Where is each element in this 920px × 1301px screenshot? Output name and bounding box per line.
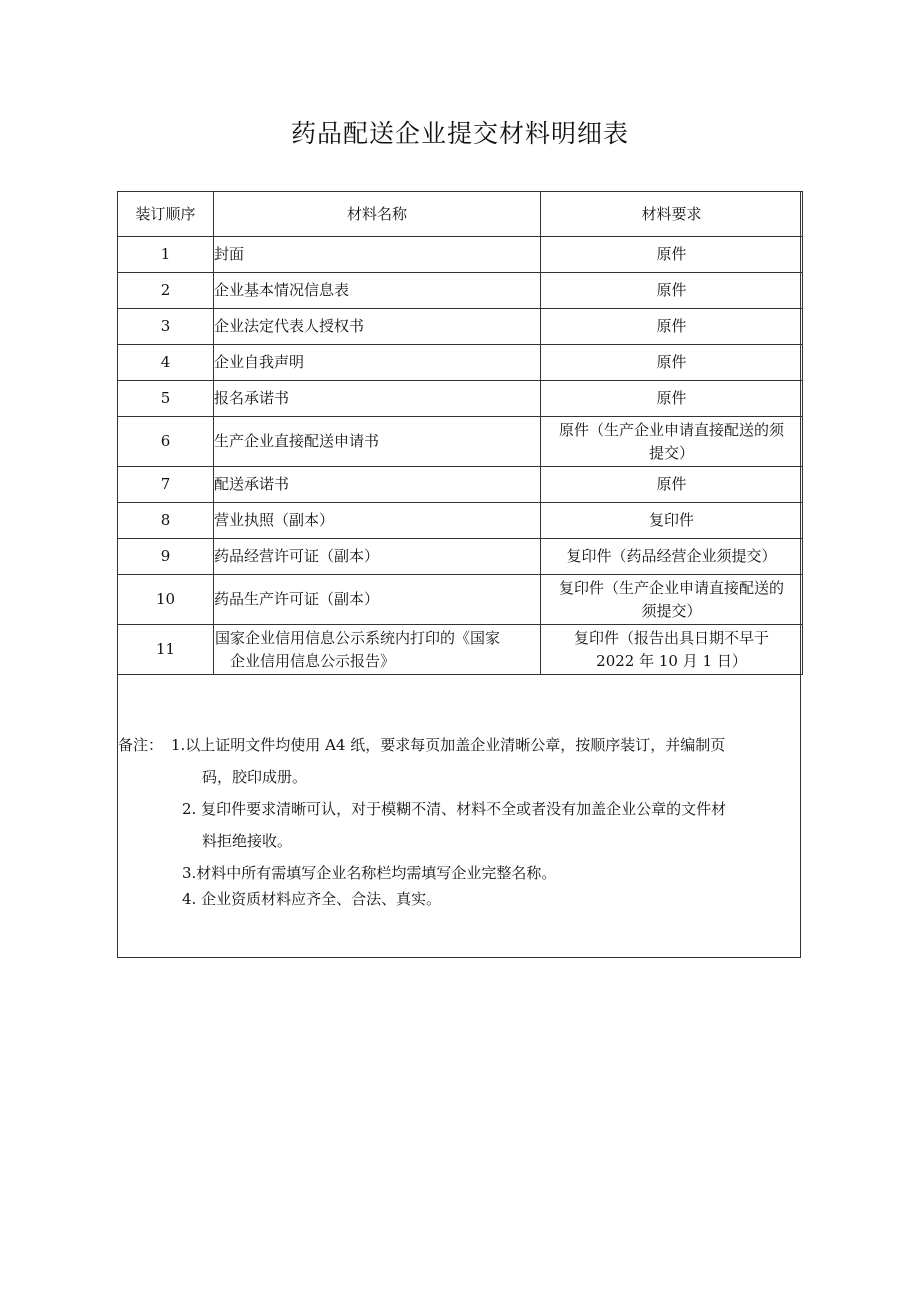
note-item-1-line-1: 1.以上证明文件均使用 A4 纸，要求每页加盖企业清晰公章，按顺序装订，并编制页	[171, 736, 726, 754]
row-order: 1	[118, 237, 214, 273]
row-order: 5	[118, 381, 214, 417]
table-row	[118, 503, 803, 539]
table-row	[118, 273, 803, 309]
header-order: 装订顺序	[118, 192, 214, 237]
row-requirement: 原件	[541, 309, 803, 345]
row-name: 报名承诺书	[214, 381, 541, 417]
row-order: 11	[118, 625, 214, 675]
row-requirement: 原件	[541, 273, 803, 309]
row-requirement: 复印件（药品经营企业须提交）	[541, 539, 803, 575]
table-row	[118, 309, 803, 345]
note-item-2-line-2: 料拒绝接收。	[202, 832, 293, 850]
table-row	[118, 575, 803, 625]
row-order: 8	[118, 503, 214, 539]
row-order: 6	[118, 417, 214, 467]
row-requirement: 原件	[541, 467, 803, 503]
row-name: 生产企业直接配送申请书	[214, 417, 541, 467]
name-line: 国家企业信用信息公示系统内打印的《国家	[215, 628, 501, 647]
row-order: 2	[118, 273, 214, 309]
row-name: 企业法定代表人授权书	[214, 309, 541, 345]
row-name	[214, 625, 541, 675]
document-title: 药品配送企业提交材料明细表	[290, 119, 629, 148]
row-order: 4	[118, 345, 214, 381]
row-name: 药品生产许可证（副本）	[214, 575, 541, 625]
row-order: 3	[118, 309, 214, 345]
name-line: 企业信用信息公示报告》	[230, 651, 396, 670]
row-requirement	[541, 417, 803, 467]
requirement-line: 复印件（生产企业申请直接配送的	[558, 578, 784, 597]
materials-table	[117, 191, 803, 675]
header-name: 材料名称	[214, 192, 541, 237]
table-row	[118, 381, 803, 417]
row-name: 封面	[214, 237, 541, 273]
table-row	[118, 467, 803, 503]
row-name: 营业执照（副本）	[214, 503, 541, 539]
table-row	[118, 539, 803, 575]
row-requirement: 复印件	[541, 503, 803, 539]
row-order: 9	[118, 539, 214, 575]
note-item-2-line-1: 2. 复印件要求清晰可认，对于模糊不清、材料不全或者没有加盖企业公章的文件材	[182, 800, 727, 818]
row-name: 配送承诺书	[214, 467, 541, 503]
row-requirement: 原件	[541, 381, 803, 417]
row-name: 企业自我声明	[214, 345, 541, 381]
table-row	[118, 625, 803, 675]
requirement-line: 须提交）	[641, 601, 702, 620]
note-item-1-line-2: 码，胶印成册。	[202, 768, 308, 786]
row-requirement: 原件	[541, 237, 803, 273]
notes-label: 备注：	[118, 736, 164, 754]
table-row	[118, 417, 803, 467]
header-requirement: 材料要求	[541, 192, 803, 237]
table-header-row	[118, 192, 803, 237]
row-order: 10	[118, 575, 214, 625]
row-requirement: 原件	[541, 345, 803, 381]
row-requirement	[541, 625, 803, 675]
requirement-line: 2022 年 10 月 1 日）	[596, 651, 747, 670]
table-row	[118, 345, 803, 381]
row-requirement	[541, 575, 803, 625]
row-name: 企业基本情况信息表	[214, 273, 541, 309]
row-name: 药品经营许可证（副本）	[214, 539, 541, 575]
requirement-line: 提交）	[648, 443, 694, 462]
row-order: 7	[118, 467, 214, 503]
table-row	[118, 237, 803, 273]
note-item-3: 3.材料中所有需填写企业名称栏均需填写企业完整名称。	[182, 864, 557, 882]
note-item-4: 4. 企业资质材料应齐全、合法、真实。	[182, 890, 442, 908]
requirement-line: 复印件（报告出具日期不早于	[573, 628, 769, 647]
requirement-line: 原件（生产企业申请直接配送的须	[558, 420, 784, 439]
